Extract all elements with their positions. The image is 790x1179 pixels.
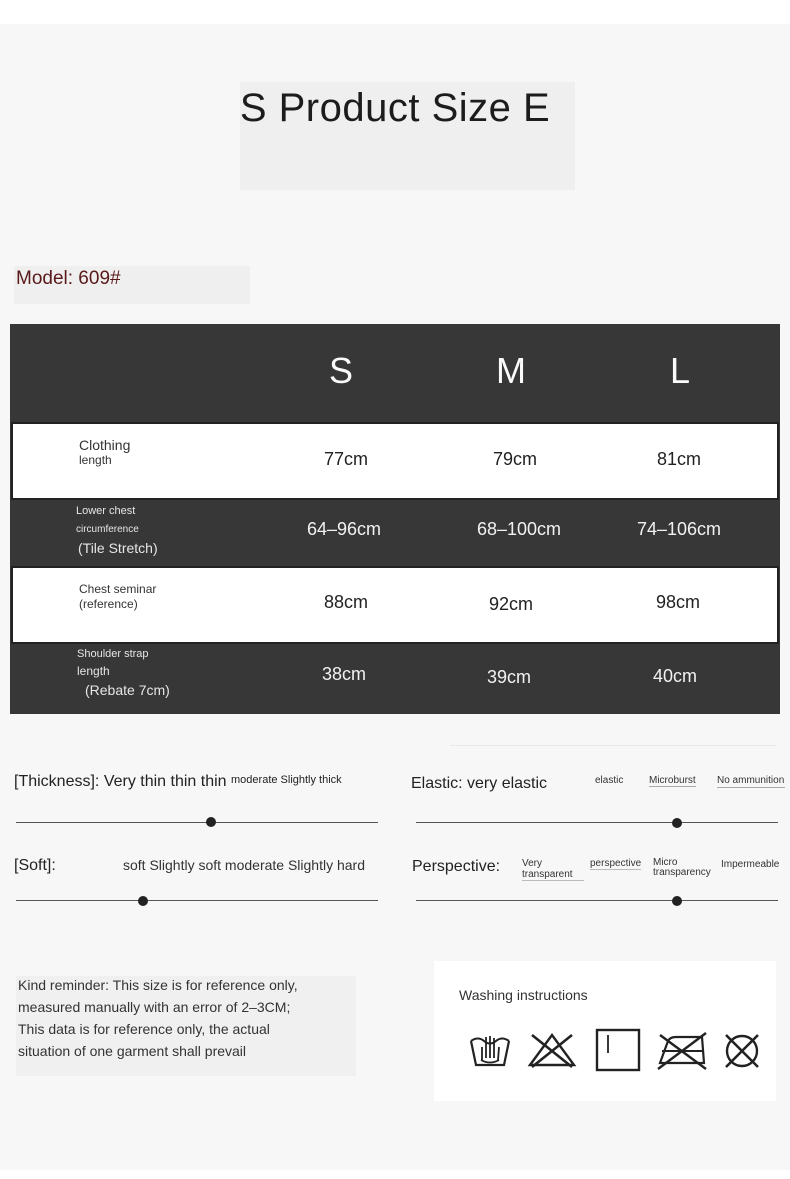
elastic-slider-dot [672, 818, 682, 828]
table-row-chest-seminar [11, 566, 779, 644]
row-label-line: (Tile Stretch) [78, 540, 158, 556]
row-label-line: Lower chest [76, 505, 136, 517]
perspective-option: Micro transparency [653, 857, 711, 878]
table-cell: 81cm [656, 449, 701, 469]
thickness-scale [14, 773, 342, 791]
thickness-options-small: moderate Slightly thick [231, 774, 342, 786]
soft-slider-track [16, 900, 378, 901]
table-cell: 88cm [323, 592, 368, 612]
thickness-slider-track [16, 822, 378, 823]
table-cell: 98cm [655, 592, 700, 612]
perspective-option: Very transparent [522, 858, 584, 881]
washing-instructions-panel [434, 961, 776, 1101]
perspective-slider-track [416, 900, 778, 901]
row-label-line: Clothing [79, 437, 131, 453]
row-label-line: length [79, 453, 112, 467]
size-table [10, 324, 780, 714]
size-table-header [10, 324, 780, 420]
row-label-line: Shoulder strap [77, 648, 149, 660]
size-header-l: L [669, 350, 691, 391]
table-cell: 68–100cm [476, 519, 562, 539]
no-dry-clean-icon [720, 1027, 764, 1073]
perspective-slider-dot [672, 896, 682, 906]
row-label [79, 582, 156, 612]
row-label-line: Chest seminar [79, 582, 157, 596]
reminder-line: measured manually with an error of 2–3CM; [18, 999, 291, 1015]
table-cell: 39cm [486, 667, 531, 687]
row-label [77, 647, 170, 698]
elastic-option: elastic [595, 775, 624, 786]
table-cell: 92cm [488, 594, 533, 614]
perspective-option: perspective [590, 858, 642, 869]
soft-slider-dot [138, 896, 148, 906]
no-bleach-icon [526, 1027, 578, 1071]
page-title: S Product Size E [239, 86, 551, 130]
reminder-line: situation of one garment shall prevail [18, 1043, 247, 1059]
row-label-line: (reference) [79, 597, 138, 611]
table-cell: 77cm [323, 449, 368, 469]
perspective-option: Impermeable [721, 859, 780, 870]
thickness-options: Very thin thin thin [103, 773, 227, 790]
elastic-option: Microburst [649, 775, 696, 786]
reminder-text [18, 974, 358, 1062]
table-cell: 38cm [321, 664, 366, 684]
table-cell: 79cm [492, 449, 537, 469]
row-label [76, 504, 158, 556]
row-label [79, 438, 130, 468]
size-header-s: S [328, 350, 353, 391]
soft-options: soft Slightly soft moderate Slightly hard [123, 857, 366, 873]
no-iron-icon [654, 1027, 710, 1073]
reminder-line: Kind reminder: This size is for reference only, [18, 977, 298, 993]
table-cell: 74–106cm [636, 519, 722, 539]
perspective-label: Perspective: [412, 858, 501, 875]
row-label-line: length [77, 664, 110, 678]
elastic-label: Elastic: very elastic [411, 775, 548, 792]
row-label-line: (Rebate 7cm) [85, 682, 170, 698]
elastic-option: No ammunition [717, 775, 785, 786]
table-row-shoulder-strap [10, 644, 780, 714]
soft-label: [Soft]: [14, 857, 56, 874]
reminder-line: This data is for reference only, the actual [18, 1021, 270, 1037]
washing-title: Washing instructions [459, 987, 588, 1003]
row-label-line: circumference [76, 524, 139, 535]
tumble-dry-icon [594, 1027, 642, 1073]
table-row-clothing-length [11, 422, 779, 500]
model-number: Model: 609# [16, 268, 121, 289]
table-cell: 64–96cm [306, 519, 382, 539]
divider [450, 745, 776, 746]
elastic-slider-track [416, 822, 778, 823]
washing-icons [468, 1027, 768, 1077]
hand-wash-icon [468, 1027, 512, 1071]
table-cell: 40cm [652, 666, 697, 686]
table-row-lower-chest [10, 500, 780, 566]
thickness-label: [Thickness]: [14, 773, 100, 790]
size-header-m: M [496, 350, 526, 391]
